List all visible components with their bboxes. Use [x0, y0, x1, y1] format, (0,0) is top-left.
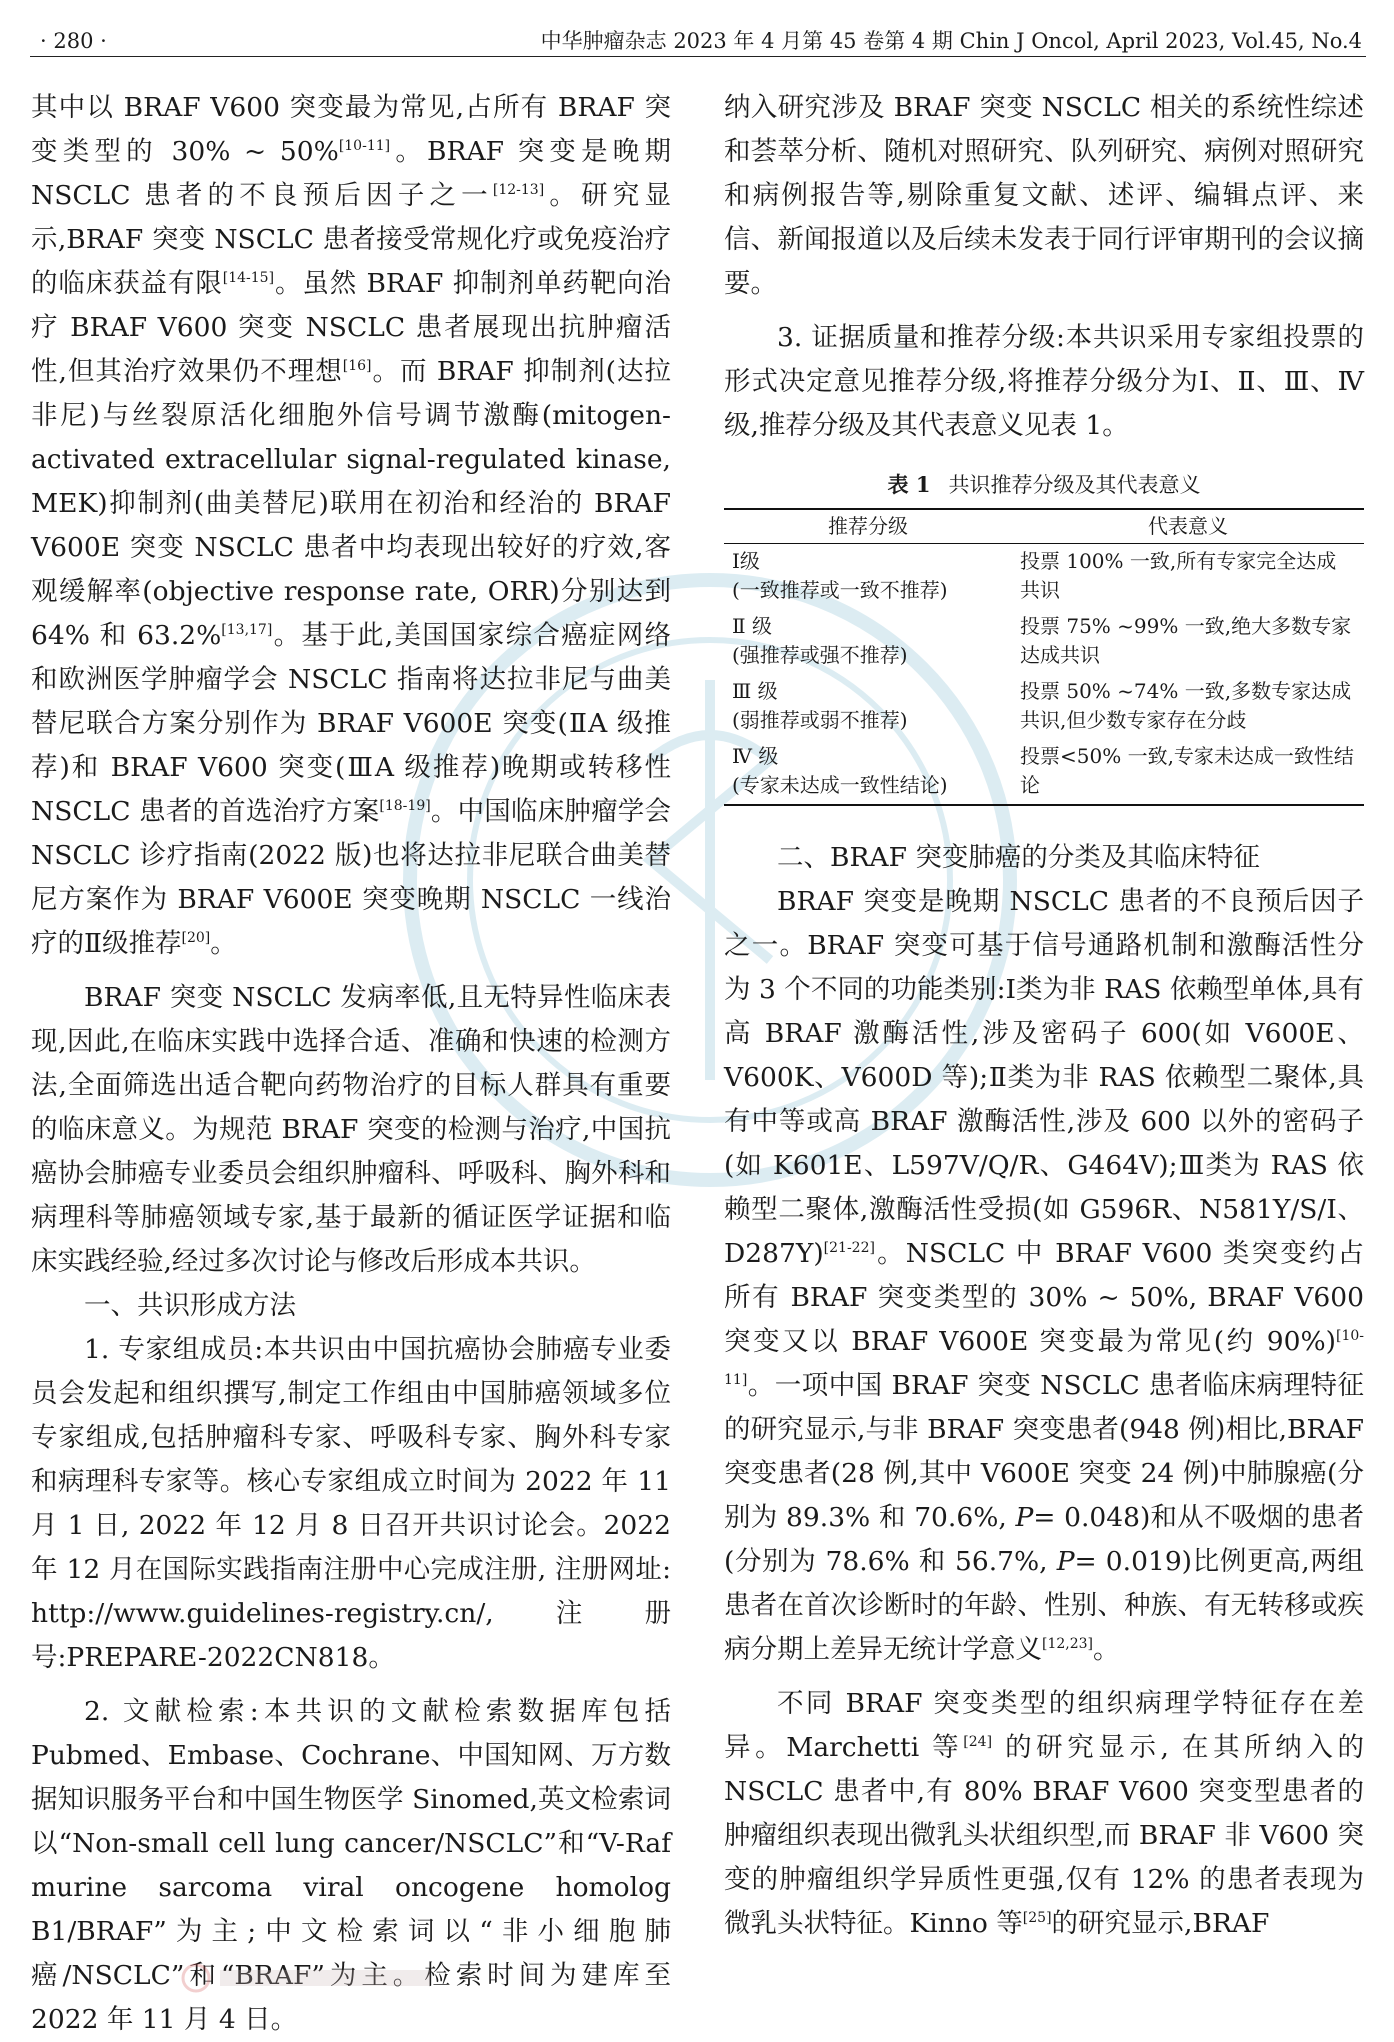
section-heading-methods: 一、共识形成方法	[84, 1290, 296, 1321]
citation: [14-15]	[222, 270, 275, 287]
section-heading-classification: 二、BRAF 突变肺癌的分类及其临床特征	[777, 842, 1260, 873]
paragraph-inclusion: 纳入研究涉及 BRAF 突变 NSCLC 相关的系统性综述和荟萃分析、随机对照研究、队列研究、病例对照研究和病例报告等,剔除重复文献、述评、编辑点评、来信、新闻报道以及后续未发表于同行评审期刊的会议摘要。	[724, 92, 1364, 299]
citation: [21-22]	[823, 1240, 875, 1257]
grade-level: Ⅰ级	[732, 549, 760, 573]
left-column	[31, 86, 671, 2042]
right-column	[724, 86, 1364, 1946]
table-row	[724, 739, 1364, 805]
grade-description: (弱推荐或弱不推荐)	[732, 708, 908, 732]
citation: [18-19]	[379, 798, 431, 815]
table-row	[724, 544, 1364, 610]
citation: [16]	[342, 358, 372, 375]
citation: [20]	[181, 930, 211, 947]
journal-citation: 中华肿瘤杂志 2023 年 4 月第 45 卷第 4 期 Chin J Oncol, April 2023, Vol.45, No.4	[540, 29, 1362, 53]
column-header: 推荐分级	[828, 514, 908, 538]
paragraph-expert-panel: 1. 专家组成员:本共识由中国抗癌协会肺癌专业委员会发起和组织撰写,制定工作组由中国肺癌领域多位专家组成,包括肿瘤科专家、呼吸科专家、胸外科专家和病理科专家等。核心专家组成立时间为 2022 年 11 月 1 日, 2022 年 12 月 8 日召开共识讨论会。2022 年 12 月在国际实践指南注册中心完成注册, 注册网址: http://www.guidelines-registry.cn/,注册号:PREPARE-2022CN818。	[31, 1334, 671, 1673]
grade-description: (专家未达成一致性结论)	[732, 773, 948, 797]
grade-description: (一致推荐或一致不推荐)	[732, 578, 948, 602]
grade-meaning: 投票 50% ~74% 一致,多数专家达成共识,但少数专家存在分歧	[1020, 679, 1352, 732]
grade-level: Ⅳ 级	[732, 744, 779, 768]
citation: [12,23]	[1042, 1636, 1094, 1653]
table-row	[724, 609, 1364, 674]
page-number: · 280 ·	[40, 29, 107, 53]
citation: [12-13]	[492, 182, 545, 199]
citation: [25]	[1022, 1910, 1052, 1927]
table-caption: 表 1 共识推荐分级及其代表意义	[887, 472, 1201, 497]
citation: [24]	[963, 1734, 993, 1751]
paragraph-rationale: BRAF 突变 NSCLC 发病率低,且无特异性临床表现,因此,在临床实践中选择合适、准确和快速的检测方法,全面筛选出适合靶向药物治疗的目标人群具有重要的临床意义。为规范 BRAF 突变的检测与治疗,中国抗癌协会肺癌专业委员会组织肿瘤科、呼吸科、胸外科和病理科等肺癌领域专家,基于最新的循证医学证据和临床实践经验,经过多次讨论与修改后形成本共识。	[31, 982, 671, 1277]
column-header: 代表意义	[1148, 514, 1228, 538]
paragraph-histopathology: 不同 BRAF 突变类型的组织病理学特征存在差异。Marchetti 等[24] 的研究显示, 在其所纳入的 NSCLC 患者中,有 80% BRAF V600 突变型患者的肿瘤组织表现出微乳头状组织型,而 BRAF 非 V600 突变的肿瘤组织学异质性更强,仅有 12% 的患者表现为微乳头状特征。Kinno 等[25]的研究显示,BRAF	[724, 1688, 1365, 1939]
table-row	[724, 674, 1364, 739]
grade-level: Ⅱ 级	[732, 614, 772, 638]
paragraph-classification: BRAF 突变是晚期 NSCLC 患者的不良预后因子之一。BRAF 突变可基于信号通路机制和激酶活性分为 3 个不同的功能类别:Ⅰ类为非 RAS 依赖型单体,具有高 BRAF 激酶活性,涉及密码子 600(如 V600E、V600K、V600D 等);Ⅱ类为非 RAS 依赖型二聚体,具有中等或高 BRAF 激酶活性,涉及 600 以外的密码子(如 K601E、L597V/Q/R、G464V);Ⅲ类为 RAS 依赖型二聚体,激酶活性受损(如 G596R、N581Y/S/I、D287Y)[21-22]。NSCLC 中 BRAF V600 类突变约占所有 BRAF 突变类型的 30% ~ 50%, BRAF V600 突变又以 BRAF V600E 突变最为常见(约 90%)[10-11]。一项中国 BRAF 突变 NSCLC 患者临床病理特征的研究显示,与非 BRAF 突变患者(948 例)相比,BRAF 突变患者(28 例,其中 V600E 突变 24 例)中肺腺癌(分别为 89.3% 和 70.6%, P= 0.048)和从不吸烟的患者(分别为 78.6% 和 56.7%, P= 0.019)比例更高,两组患者在首次诊断时的年龄、性别、种族、有无转移或疾病分期上差异无统计学意义[12,23]。	[724, 886, 1364, 1665]
citation: [10-11]	[724, 1328, 1364, 1389]
grade-level: Ⅲ 级	[732, 679, 778, 703]
running-header	[30, 22, 1366, 57]
paragraph-intro-continued: 其中以 BRAF V600 突变最为常见,占所有 BRAF 突变类型的 30% ~ 50%[10-11]。BRAF 突变是晚期 NSCLC 患者的不良预后因子之一[12-13]。研究显示,BRAF 突变 NSCLC 患者接受常规化疗或免疫治疗的临床获益有限[14-15]。虽然 BRAF 抑制剂单药靶向治疗 BRAF V600 突变 NSCLC 患者展现出抗肿瘤活性,但其治疗效果仍不理想[16]。而 BRAF 抑制剂(达拉非尼)与丝裂原活化细胞外信号调节激酶(mitogen-activated extracellular signal-regulated kinase, MEK)抑制剂(曲美替尼)联用在初治和经治的 BRAF V600E 突变 NSCLC 患者中均表现出较好的疗效,客观缓解率(objective response rate, ORR)分别达到 64% 和 63.2%[13,17]。基于此,美国国家综合癌症网络和欧洲医学肿瘤学会 NSCLC 指南将达拉非尼与曲美替尼联合方案分别作为 BRAF V600E 突变(ⅡA 级推荐)和 BRAF V600 突变(ⅢA 级推荐)晚期或转移性 NSCLC 患者的首选治疗方案[18-19]。中国临床肿瘤学会 NSCLC 诊疗指南(2022 版)也将达拉非尼联合曲美替尼方案作为 BRAF V600E 突变晚期 NSCLC 一线治疗的Ⅱ级推荐[20]。	[31, 92, 672, 959]
grade-meaning: 投票<50% 一致,专家未达成一致性结论	[1020, 744, 1354, 797]
recommendation-grade-table	[724, 508, 1364, 806]
citation: [13,17]	[221, 622, 273, 639]
grade-meaning: 投票 100% 一致,所有专家完全达成共识	[1020, 549, 1337, 602]
table-header-row	[724, 509, 1364, 544]
paragraph-literature-search: 2. 文献检索:本共识的文献检索数据库包括 Pubmed、Embase、Cochrane、中国知网、万方数据知识服务平台和中国生物医学 Sinomed,英文检索词以“Non-small cell lung cancer/NSCLC”和“V-Raf murine sarcoma viral oncogene homolog B1/BRAF”为主;中文检索词以“非小细胞肺癌/NSCLC”和“BRAF”为主。检索时间为建库至 2022 年 11 月 4 日。	[31, 1696, 671, 2035]
grade-description: (强推荐或强不推荐)	[732, 643, 908, 667]
grade-meaning: 投票 75% ~99% 一致,绝大多数专家达成共识	[1020, 614, 1352, 667]
citation: [10-11]	[338, 138, 391, 155]
paragraph-grading: 3. 证据质量和推荐分级:本共识采用专家组投票的形式决定意见推荐分级,将推荐分级分为Ⅰ、Ⅱ、Ⅲ、Ⅳ级,推荐分级及其代表意义见表 1。	[724, 322, 1364, 441]
